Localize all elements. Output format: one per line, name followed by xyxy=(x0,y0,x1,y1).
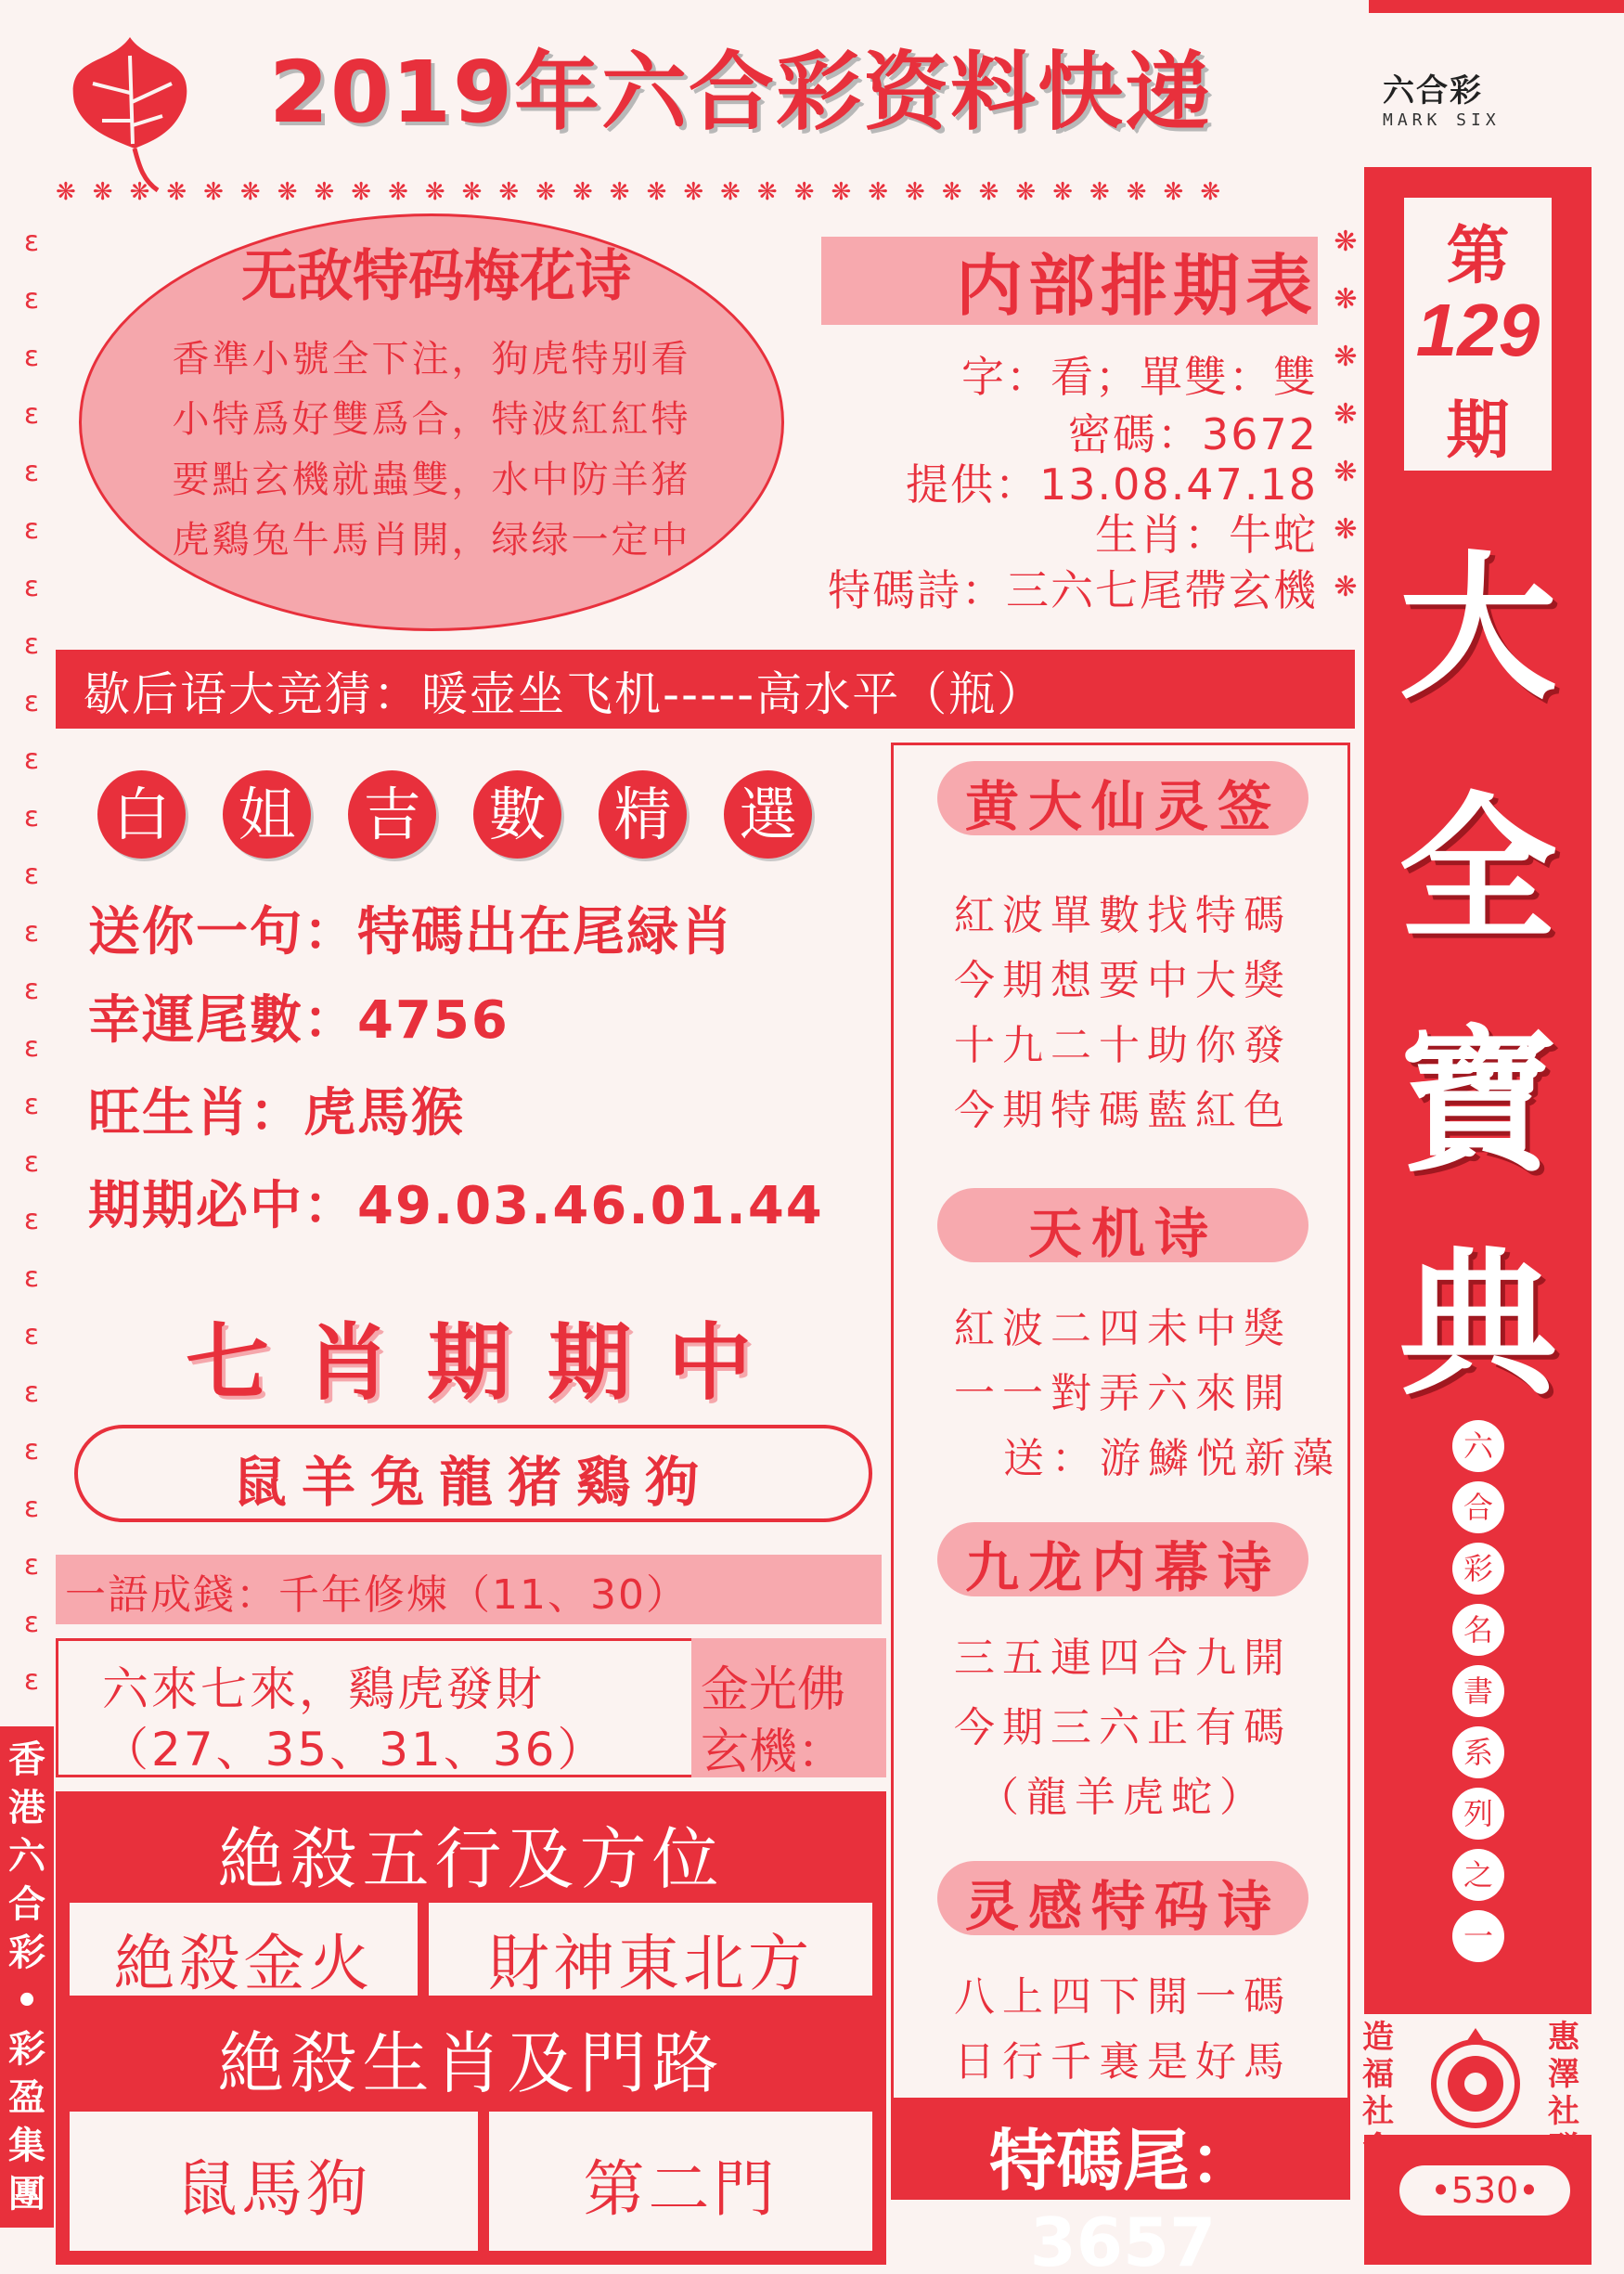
baijie-title-ball: 姐 xyxy=(223,770,311,859)
org-char: 惠 xyxy=(1548,2019,1579,2056)
special-tail-text: 特碼尾：3657 xyxy=(988,2122,1257,2274)
schedule-title: 内部排期表 xyxy=(955,247,1318,325)
baijie-line: 送你一句：特碼出在尾緑肖 xyxy=(88,902,734,963)
series-char: 一 xyxy=(1452,1910,1504,1962)
series-char: 書 xyxy=(1452,1665,1504,1717)
section-line: （龍羊虎蛇） xyxy=(978,1774,1268,1821)
page-title: 2019年六合彩资料快递 xyxy=(269,43,1213,142)
brand-english: MARK SIX xyxy=(1383,110,1501,130)
plum-poem-line: 虎鷄兔牛馬肖開，绿绿一定中 xyxy=(172,519,691,562)
riddle-text: 歇后语大竞猜：暖壶坐飞机-----高水平（瓶） xyxy=(84,667,1046,721)
section-line: 今期特碼藍紅色 xyxy=(954,1087,1292,1134)
seven-zodiac-title: 七肖期期中 xyxy=(186,1314,789,1412)
baijie-title-ball: 精 xyxy=(599,770,687,859)
section-line: 紅波二四未中獎 xyxy=(954,1305,1292,1352)
section-title: 天机诗 xyxy=(1027,1202,1218,1265)
schedule-line: 密碼：3672 xyxy=(1067,409,1318,459)
left-strip-text: 香港六合彩•彩盈集團 xyxy=(8,1738,45,2216)
golden-buddha-label: 玄機： xyxy=(701,1725,846,1780)
schedule-line: 字：看；單雙：雙 xyxy=(961,352,1318,402)
banner-char: 全 xyxy=(1398,779,1557,963)
series-char: 系 xyxy=(1452,1726,1504,1778)
kill-value: 第二門 xyxy=(583,2153,779,2225)
baijie-line: 期期必中：49.03.46.01.44 xyxy=(88,1176,824,1236)
series-char: 六 xyxy=(1452,1420,1504,1472)
seven-zodiac-list: 鼠羊兔龍猪鷄狗 xyxy=(232,1451,714,1514)
issue-prefix: 第 xyxy=(1446,220,1510,293)
plum-poem-line: 要點玄機就蟲雙，水中防羊猪 xyxy=(172,459,691,501)
yiyu-text: 一語成錢：千年修煉（11、30） xyxy=(65,1571,689,1619)
org-right-text xyxy=(1548,2019,1585,2167)
section-line: 三五連四合九開 xyxy=(954,1634,1292,1682)
kill-value: 絶殺金火 xyxy=(113,1928,374,1999)
schedule-line: 特碼詩：三六七尾帶玄機 xyxy=(828,565,1318,615)
leaf-icon xyxy=(56,28,204,195)
section-line: 日行千裏是好馬 xyxy=(954,2038,1292,2086)
org-char: 群 xyxy=(1548,2130,1579,2167)
org-char: 社 xyxy=(1362,2093,1394,2130)
baijie-title-ball: 選 xyxy=(724,770,812,859)
brand-chinese: 六合彩 xyxy=(1383,72,1483,110)
schedule-line: 提供：13.08.47.18 xyxy=(906,459,1318,510)
golden-buddha-line: （27、35、31、36） xyxy=(102,1723,607,1777)
org-left-text xyxy=(1362,2019,1399,2167)
org-char: 造 xyxy=(1362,2019,1394,2056)
section-line: 送：游鱗悦新藻 xyxy=(1003,1435,1341,1482)
org-char: 福 xyxy=(1362,2056,1394,2093)
section-title: 黄大仙灵签 xyxy=(964,775,1281,838)
banner-char: 典 xyxy=(1398,1234,1557,1417)
org-char: 澤 xyxy=(1548,2056,1579,2093)
series-char: 列 xyxy=(1452,1788,1504,1840)
page-number: •530• xyxy=(1397,2163,1573,2218)
schedule-line: 生肖：牛蛇 xyxy=(1095,510,1318,560)
right-ornament-column: ❋ ❋ ❋ ❋ ❋ ❋ ❋ xyxy=(1334,226,1358,603)
emblem-icon xyxy=(1415,2023,1536,2135)
banner-char: 大 xyxy=(1398,537,1557,721)
org-char: 會 xyxy=(1362,2130,1394,2167)
section-line: 一一對弄六來開 xyxy=(954,1370,1292,1417)
top-red-bar xyxy=(1369,0,1624,13)
baijie-title-ball: 數 xyxy=(473,770,561,859)
golden-buddha-label: 金光佛 xyxy=(701,1662,846,1718)
kill-heading: 絶殺生肖及門路 xyxy=(217,2024,725,2102)
series-char: 之 xyxy=(1452,1849,1504,1901)
section-line: 今期三六正有碼 xyxy=(954,1704,1292,1751)
banner-char: 寶 xyxy=(1398,1011,1557,1195)
top-ornament-row: ❋❋❋❋❋❋❋❋❋❋❋❋❋❋❋❋❋❋❋❋❋❋❋❋❋❋❋❋❋❋❋❋ xyxy=(56,178,1238,206)
golden-buddha-line: 六來七來，鷄虎發財 xyxy=(102,1662,545,1716)
section-line: 十九二十助你發 xyxy=(954,1022,1292,1069)
plum-poem-title: 无敌特码梅花诗 xyxy=(241,244,631,309)
brand-logo xyxy=(1383,65,1587,149)
section-title: 灵感特码诗 xyxy=(964,1875,1281,1938)
baijie-title-ball: 吉 xyxy=(348,770,436,859)
issue-suffix: 期 xyxy=(1446,394,1510,468)
series-char: 名 xyxy=(1452,1604,1504,1656)
issue-number: 129 xyxy=(1415,289,1540,371)
plum-poem-line: 香準小號全下注，狗虎特别看 xyxy=(172,338,691,381)
org-char: 社 xyxy=(1548,2093,1579,2130)
baijie-line: 旺生肖：虎馬猴 xyxy=(88,1083,465,1143)
baijie-title-ball: 白 xyxy=(97,770,186,859)
kill-value: 鼠馬狗 xyxy=(176,2153,371,2225)
plum-poem-line: 小特爲好雙爲合，特波紅紅特 xyxy=(172,398,691,441)
series-char: 合 xyxy=(1452,1481,1504,1533)
series-char: 彩 xyxy=(1452,1543,1504,1595)
baijie-line: 幸運尾數：4756 xyxy=(88,990,509,1051)
section-line: 紅波單數找特碼 xyxy=(954,892,1292,939)
left-ornament-column: ɛ ɛ ɛ ɛ ɛ ɛ ɛ ɛ ɛ ɛ ɛ ɛ ɛ ɛ ɛ ɛ ɛ ɛ ɛ ɛ ɛ ɛ ɛ ɛ ɛ ɛ xyxy=(23,226,40,1697)
kill-heading: 絶殺五行及方位 xyxy=(217,1820,725,1898)
kill-value: 財神東北方 xyxy=(488,1928,813,1999)
section-title: 九龙内幕诗 xyxy=(964,1536,1281,1599)
section-line: 今期想要中大獎 xyxy=(954,957,1292,1004)
section-line: 八上四下開一碼 xyxy=(954,1973,1292,2021)
